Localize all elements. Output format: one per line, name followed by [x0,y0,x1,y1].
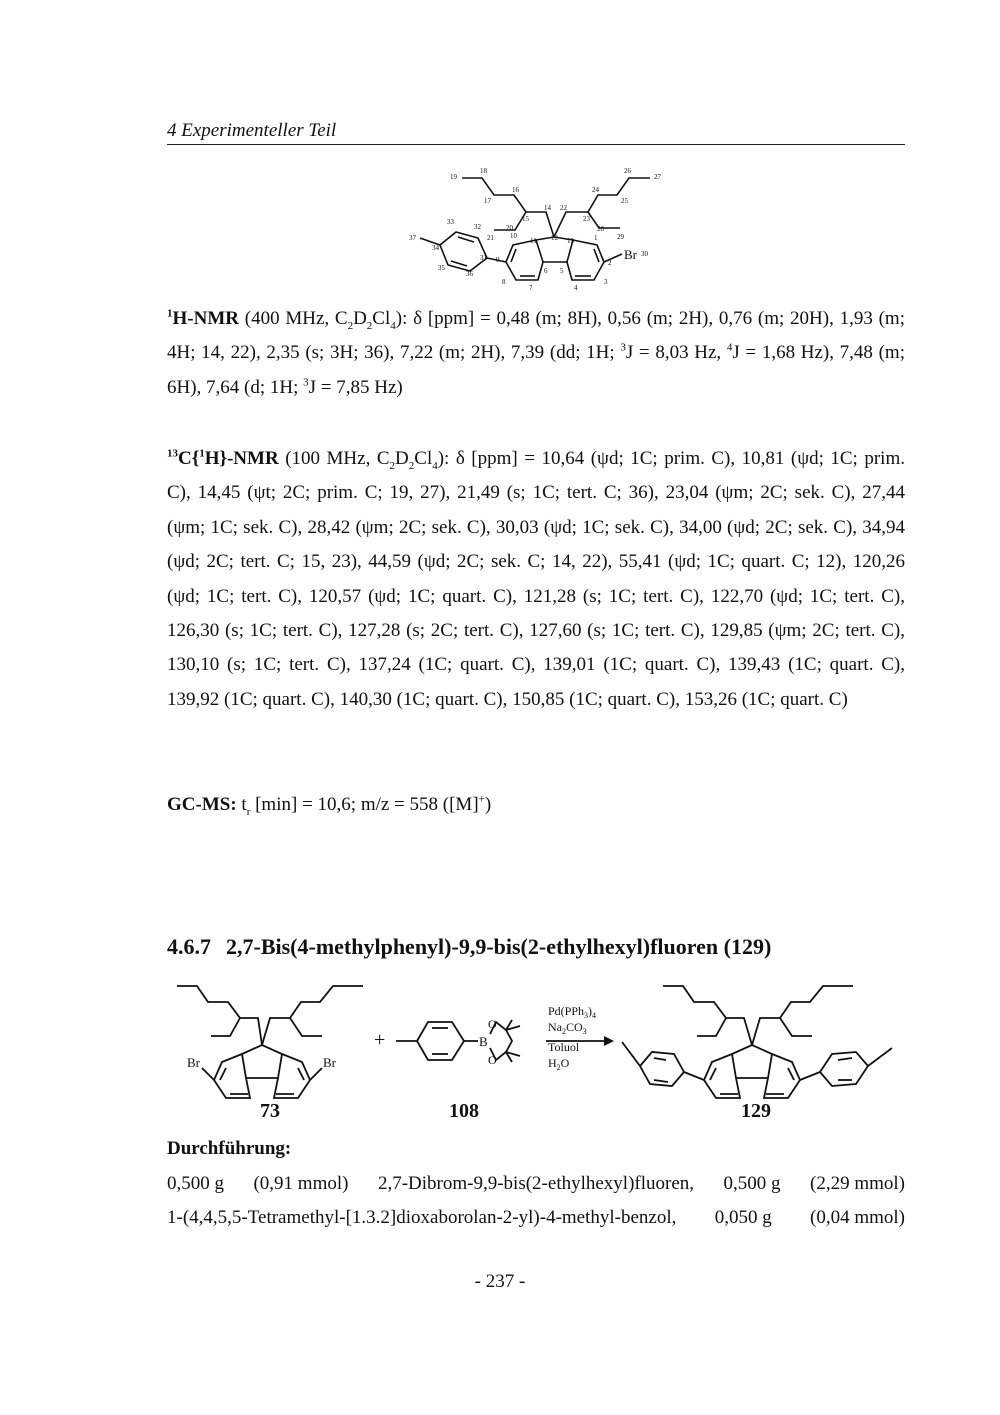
compound-label-108: 108 [449,1100,479,1122]
atom-label: 16 [512,186,519,194]
atom-label: 10 [510,232,517,240]
atom-label: 27 [654,173,661,181]
atom-label: 2 [608,259,612,267]
atom-label: 37 [409,234,416,242]
atom-label: 5 [560,267,564,275]
procedure-line-1: 0,500 g (0,91 mmol) 2,7-Dibrom-9,9-bis(2-ethylhexyl)fluoren, 0,500 g (2,29 mmol) [167,1173,905,1194]
atom-label: 3 [604,278,608,286]
atom-label: 9 [496,256,500,264]
atom-label: 22 [560,204,567,212]
atom-label: 1 [594,234,598,242]
atom-label: 4 [574,284,578,292]
procedure-text [167,1167,905,1236]
condition-water: $H_2O$ [548,1056,570,1072]
atom-label: 29 [617,233,624,241]
atom-label: 12 [551,234,558,242]
compound-label-73: 73 [260,1100,280,1122]
page-number: - 237 - [474,1271,526,1292]
oxygen-bottom-label: O [488,1053,497,1067]
boron-label: B [479,1034,488,1049]
condition-catalyst: $Pd(PPh_3)_4$ [548,1004,597,1020]
atom-label: 24 [592,186,599,194]
atom-label: 14 [544,204,551,212]
procedure-heading: Durchführung: [167,1138,292,1159]
atom-label: 36 [466,270,473,278]
condition-base: $Na_2CO_3$ [548,1020,587,1036]
atom-label: 17 [484,197,491,205]
atom-label: 21 [487,234,494,242]
atom-label: 15 [522,215,529,223]
atom-label: 31 [480,254,487,262]
atom-label: 32 [474,223,481,231]
br-right-label: Br [323,1055,336,1070]
h-nmr-paragraph: $^1$H-NMR (400 MHz, $C_2D_2Cl_4$): δ [ppm] = 0,48 (m; 8H), 0,56 (m; 2H), 0,76 (m; 20H), 1,93 (m; 4H; 14, 22), 2,35 (s; 3H; 36), 7,22 (m; 2H), 7,39 (dd; 1H; $^3$J = 8,03 Hz, $^4$J = 1,68 Hz), 7,48 (m; 6H), 7,64 (d; 1H; $^3$J = 7,85 Hz) [167,307,905,398]
atom-label: 19 [450,173,457,181]
gcms-line: GC-MS: $t_r$ [min] = 10,6; m/z = 558 ([M]+) [167,793,492,818]
br-left-label: Br [187,1055,200,1070]
structure-diagram-top [0,0,1000,300]
atom-label: 26 [624,167,631,175]
compound-label-129: 129 [741,1100,771,1122]
br-number: 30 [641,250,648,258]
condition-solvent: Toluol [548,1040,580,1054]
atom-label: 6 [544,267,548,275]
atom-label: 20 [506,224,513,232]
br-label: Br [624,247,637,262]
atom-label: 34 [432,244,439,252]
reaction-scheme [0,970,1000,1130]
c-nmr-paragraph: $^{13}$C{$^1$H}-NMR (100 MHz, $C_2D_2Cl_4$): δ [ppm] = 10,64 (ψd; 1C; prim. C), 10,81 (ψd; 1C; prim. C), 14,45 (ψt; 2C; prim. C; 19, 27), 21,49 (s; 1C; tert. C; 36), 23,04 (ψm; 2C; sek. C), 27,44 (ψm; 1C; sek. C), 28,42 (ψm; 2C; sek. C), 30,03 (ψd; 1C; sek. C), 34,00 (ψd; 2C; sek. C), 34,94 (ψd; 2C; tert. C; 15, 23), 44,59 (ψd; 2C; sek. C; 14, 22), 55,41 (ψd; 1C; quart. C; 12), 120,26 (ψd; 1C; tert. C), 120,57 (ψd; 1C; quart. C), 121,28 (s; 1C; tert. C), 122,70 (ψd; 1C; tert. C), 126,30 (s; 1C; tert. C), 127,28 (s; 2C; tert. C), 127,60 (s; 1C; tert. C), 129,85 (ψm; 2C; tert. C), 130,10 (s; 1C; tert. C), 137,24 (1C; quart. C), 139,01 (1C; quart. C), 139,43 (1C; quart. C), 139,92 (1C; quart. C), 140,30 (1C; quart. C), 150,85 (1C; quart. C), 153,26 (1C; quart. C) [167,447,905,710]
atom-label: 23 [583,215,590,223]
atom-label: 13 [567,237,574,245]
oxygen-top-label: O [488,1017,497,1031]
plus-sign: + [374,1029,386,1051]
atom-label: 33 [447,218,454,226]
atom-label: 7 [529,284,533,292]
running-header: 4 Experimenteller Teil [167,119,905,145]
atom-label: 25 [621,197,628,205]
atom-label: 35 [438,264,445,272]
procedure-line-2: 1-(4,4,5,5-Tetramethyl-[1.3.2]dioxaborolan-2-yl)-4-methyl-benzol, 0,050 g (0,04 mmol) [167,1207,905,1229]
atom-label: 28 [597,225,604,233]
atom-label: 8 [502,278,506,286]
atom-label: 11 [530,237,537,245]
atom-label: 18 [480,167,487,175]
section-heading: 4.6.7 2,7-Bis(4-methylphenyl)-9,9-bis(2-ethylhexyl)fluoren (129) [167,934,772,959]
